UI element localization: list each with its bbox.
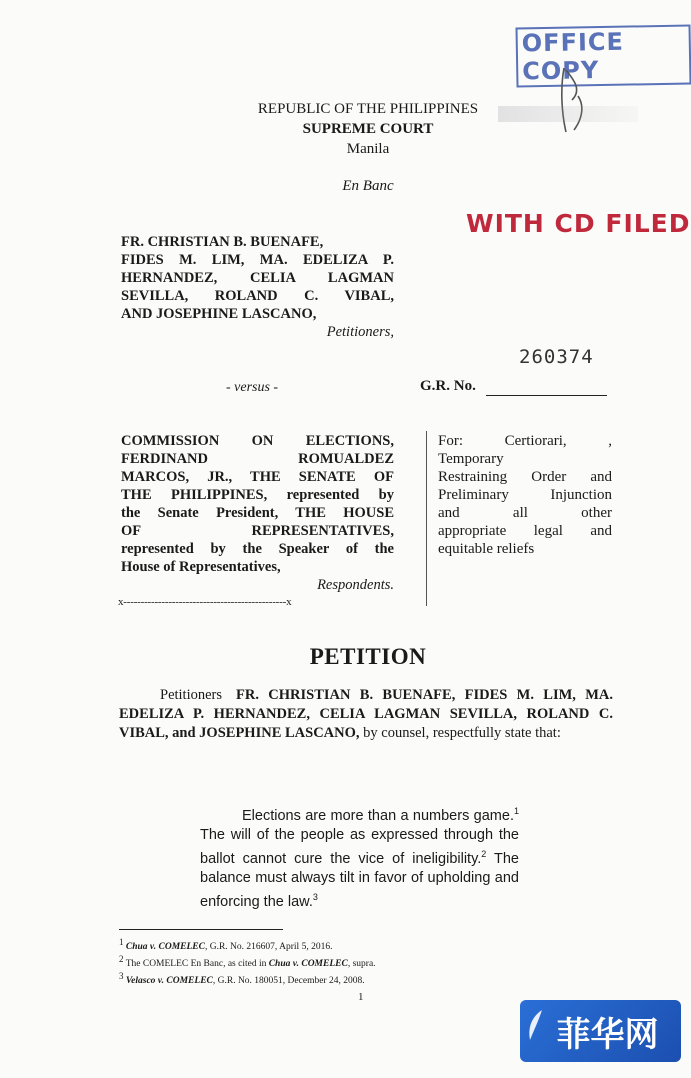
footnotes: [119, 936, 519, 987]
petitioners-block: [121, 233, 394, 341]
respondent-line: THE PHILIPPINES, represented by: [121, 487, 394, 503]
footnote-3: $^3$ Velasco v. COMELEC, G.R. No. 180051, December 24, 2008.: [119, 971, 365, 987]
intro-lead: Petitioners: [160, 687, 223, 703]
respondent-line: OF REPRESENTATIVES,: [121, 523, 394, 539]
relief-line: and all other: [438, 505, 612, 521]
respondent-line: House of Representatives,: [121, 559, 281, 575]
gr-no-label: G.R. No.: [420, 378, 476, 394]
stamped-case-number: 260374: [519, 346, 594, 368]
watermark-text: 菲华网: [556, 1014, 659, 1055]
caption-vertical-rule: [426, 431, 427, 606]
caption-divider: x-----------------------------------------------x: [118, 596, 292, 608]
page-number: 1: [358, 991, 364, 1003]
header-republic: REPUBLIC OF THE PHILIPPINES: [257, 101, 479, 117]
footnote-ref: 3: [312, 891, 318, 902]
respondent-line: the Senate President, THE HOUSE: [121, 505, 394, 521]
petitioner-line: HERNANDEZ, CELIA LAGMAN: [121, 270, 394, 286]
petitioner-line: SEVILLA, ROLAND C. VIBAL,: [121, 288, 394, 304]
intro-tail: by counsel, respectfully state that:: [363, 725, 561, 741]
respondent-line: COMMISSION ON ELECTIONS,: [121, 433, 394, 449]
gr-no-blank-line: [486, 395, 607, 396]
feather-icon: [524, 1008, 546, 1042]
office-copy-stamp: OFFICE COPY: [515, 24, 691, 87]
relief-sought-block: [438, 432, 612, 558]
header-division: En Banc: [342, 178, 394, 194]
petitioner-names: FR. CHRISTIAN B. BUENAFE, FIDES M. LIM, MA. EDELIZA P. HERNANDEZ, CELIA LAGMAN SEVILLA, ROLAND C. VIBAL, and JOSEPHINE LASCANO,: [119, 687, 613, 741]
petitioner-line: FIDES M. LIM, MA. EDELIZA P.: [121, 252, 394, 268]
petitioner-line: AND JOSEPHINE LASCANO,: [121, 306, 317, 322]
relief-line: appropriate legal and: [438, 523, 612, 539]
document-title: PETITION: [309, 644, 427, 669]
respondent-line: represented by the Speaker of the: [121, 541, 394, 557]
header-court: SUPREME COURT: [302, 121, 434, 137]
epigraph-quote: [200, 802, 519, 911]
respondent-line: FERDINAND ROMUALDEZ: [121, 451, 394, 467]
footnote-ref: 1: [513, 806, 519, 816]
quote-part-1: Elections are more than a numbers game.: [242, 807, 514, 824]
signature-mark: [552, 60, 602, 140]
respondent-line: MARCOS, JR., THE SENATE OF: [121, 469, 394, 485]
footnote-1: $^1$ Chua v. COMELEC, G.R. No. 216607, April 5, 2016.: [119, 937, 333, 953]
respondents-block: [121, 432, 394, 594]
petitioners-role: Petitioners,: [326, 324, 394, 340]
relief-line: Temporary: [438, 451, 504, 467]
with-cd-filed-stamp: WITH CD FILED: [466, 209, 691, 238]
relief-line: equitable reliefs: [438, 541, 535, 557]
footnote-2: $^2$ The COMELEC En Banc, as cited in Chua v. COMELEC, supra.: [119, 954, 376, 970]
petitioner-line: FR. CHRISTIAN B. BUENAFE,: [121, 234, 324, 250]
relief-line: Restraining Order and: [438, 469, 612, 485]
versus-label: - versus -: [226, 380, 279, 395]
quote-part-2: The will of the people as expressed through the ballot cannot cure the vice of ineligibility.: [200, 826, 519, 867]
intro-paragraph: [119, 686, 613, 743]
relief-line: For: Certiorari, ,: [438, 433, 612, 449]
relief-line: Preliminary Injunction: [438, 487, 612, 503]
quote-part-3: The balance must always tilt in favor of upholding and enforcing the law.: [200, 850, 519, 910]
site-watermark: [520, 1000, 681, 1062]
faded-receipt-mark: [498, 106, 638, 122]
header-city: Manila: [346, 141, 390, 157]
footnote-rule: [119, 929, 283, 930]
footnote-ref: 2: [481, 848, 487, 859]
respondents-role: Respondents.: [317, 577, 394, 593]
